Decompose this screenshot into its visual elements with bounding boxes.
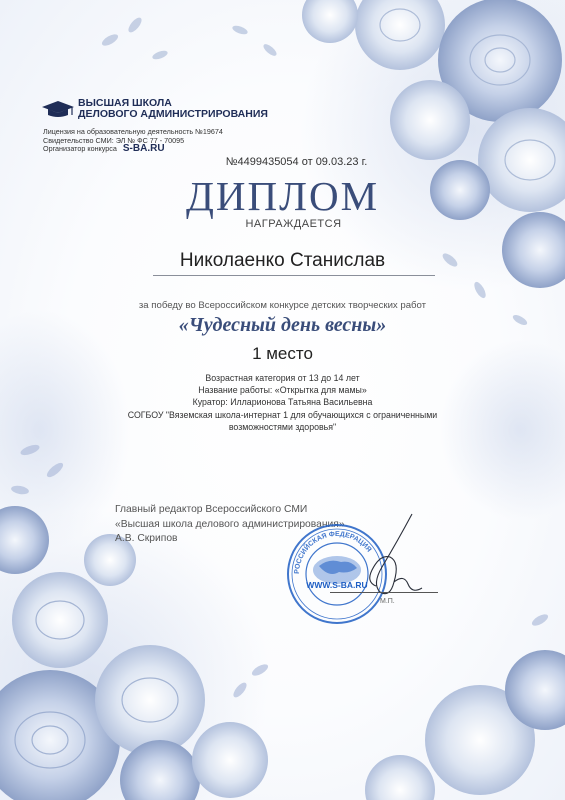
stamp-ring-text: РОССИЙСКАЯ ФЕДЕРАЦИЯ — [293, 530, 373, 575]
organizer-label: Организатор конкурса — [43, 144, 117, 154]
org-name-line1: ВЫСШАЯ ШКОЛА — [78, 97, 172, 109]
victory-text: за победу во Всероссийском конкурсе детских творческих работ — [138, 300, 427, 311]
handwritten-signature — [342, 512, 427, 602]
award-details — [0, 372, 565, 433]
curator: Куратор: Илларионова Татьяна Васильевна — [192, 397, 373, 408]
age-category: Возрастная категория от 13 до 14 лет — [205, 373, 360, 383]
stamp-site: WWW.S-BA.RU — [306, 580, 368, 590]
license-text: Лицензия на образовательную деятельность №19674 — [43, 127, 223, 136]
diploma-number: №4499435054 от 09.03.23 г. — [225, 156, 368, 168]
role-line2: «Высшая школа делового администрирования» — [115, 518, 345, 530]
org-site: S-BA.RU — [122, 143, 165, 155]
name-underline — [153, 275, 435, 276]
place-award: 1 место — [252, 344, 313, 363]
mortarboard-icon — [40, 99, 76, 119]
signer-name: А.В. Скрипов — [115, 533, 178, 544]
work-name: Название работы: «Открытка для мамы» — [198, 385, 367, 396]
school-line1: СОГБОУ "Вяземская школа-интернат 1 для обучающихся с ограниченными — [127, 409, 438, 420]
mp-label: М.П. — [380, 598, 395, 605]
recipient-name: Николаенко Станислав — [179, 250, 386, 271]
signature-line — [330, 592, 438, 593]
media-cert-text: Свидетельство СМИ: ЭЛ № ФС 77 - 70095 — [43, 135, 185, 145]
org-name-line2: ДЕЛОВОГО АДМИНИСТРИРОВАНИЯ — [78, 108, 268, 120]
diploma-title: ДИПЛОМ — [185, 173, 380, 219]
role-line1: Главный редактор Всероссийского СМИ — [115, 504, 308, 515]
license-info — [43, 128, 223, 154]
school-line2: возможностями здоровья" — [228, 421, 337, 432]
awarded-label: НАГРАЖДАЕТСЯ — [245, 218, 342, 230]
contest-name: «Чудесный день весны» — [178, 314, 387, 336]
